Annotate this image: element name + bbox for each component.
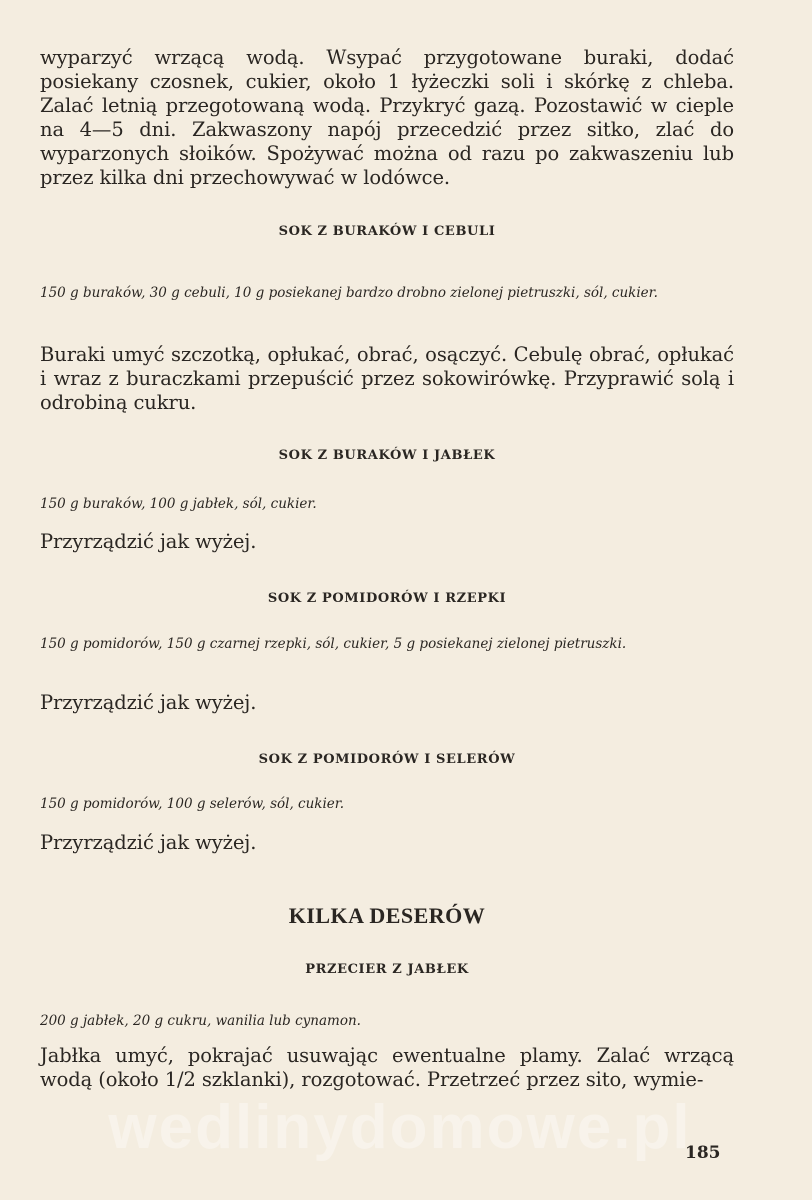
watermark-text: wedlinydomowe.pl bbox=[108, 1093, 692, 1162]
recipe-ingredients: 200 g jabłek, 20 g cukru, wanilia lub cynamon. bbox=[40, 1013, 361, 1029]
page-number: 185 bbox=[685, 1143, 721, 1163]
recipe-instructions: Przyrządzić jak wyżej. bbox=[40, 691, 257, 714]
recipe-instructions: Buraki umyć szczotką, opłukać, obrać, osączyć. Cebulę obrać, opłukać i wraz z buraczkami przepuścić przez sokowirówkę. Przyprawić solą i odrobiną cukru. bbox=[40, 343, 734, 414]
recipe-ingredients: 150 g buraków, 100 g jabłek, sól, cukier. bbox=[40, 496, 317, 512]
recipe-instructions: Przyrządzić jak wyżej. bbox=[40, 831, 257, 854]
recipe-ingredients: 150 g pomidorów, 150 g czarnej rzepki, sól, cukier, 5 g posiekanej zielonej pietruszki. bbox=[40, 636, 627, 652]
section-title: KILKA DESERÓW bbox=[288, 903, 486, 928]
intro-paragraph: wyparzyć wrzącą wodą. Wsypać przygotowane buraki, dodać posiekany czosnek, cukier, około 1 łyżeczki soli i skórkę z chleba. Zalać letnią przegotowaną wodą. Przykryć gazą. Pozostawić w cieple na 4—5 dni. Zakwaszony napój przecedzić przez sitko, zlać do wyparzonych słoików. Spożywać można od razu po zakwaszeniu lub przez kilka dni przechowywać w lodówce. bbox=[40, 46, 734, 189]
recipe-title: SOK Z POMIDORÓW I RZEPKI bbox=[267, 591, 507, 606]
recipe-title: SOK Z BURAKÓW I CEBULI bbox=[278, 224, 496, 239]
recipe-instructions: Przyrządzić jak wyżej. bbox=[40, 530, 257, 553]
recipe-ingredients: 150 g buraków, 30 g cebuli, 10 g posiekanej bardzo drobno zielonej pietruszki, sól, cukier. bbox=[40, 285, 658, 301]
recipe-title: SOK Z BURAKÓW I JABŁEK bbox=[278, 448, 496, 463]
recipe-ingredients: 150 g pomidorów, 100 g selerów, sól, cukier. bbox=[40, 796, 345, 812]
recipe-instructions: Jabłka umyć, pokrajać usuwając ewentualne plamy. Zalać wrzącą wodą (około 1/2 szklanki), rozgotować. Przetrzeć przez sito, wymie- bbox=[40, 1044, 734, 1091]
recipe-title: PRZECIER Z JABŁEK bbox=[305, 962, 469, 977]
recipe-title: SOK Z POMIDORÓW I SELERÓW bbox=[258, 752, 516, 767]
